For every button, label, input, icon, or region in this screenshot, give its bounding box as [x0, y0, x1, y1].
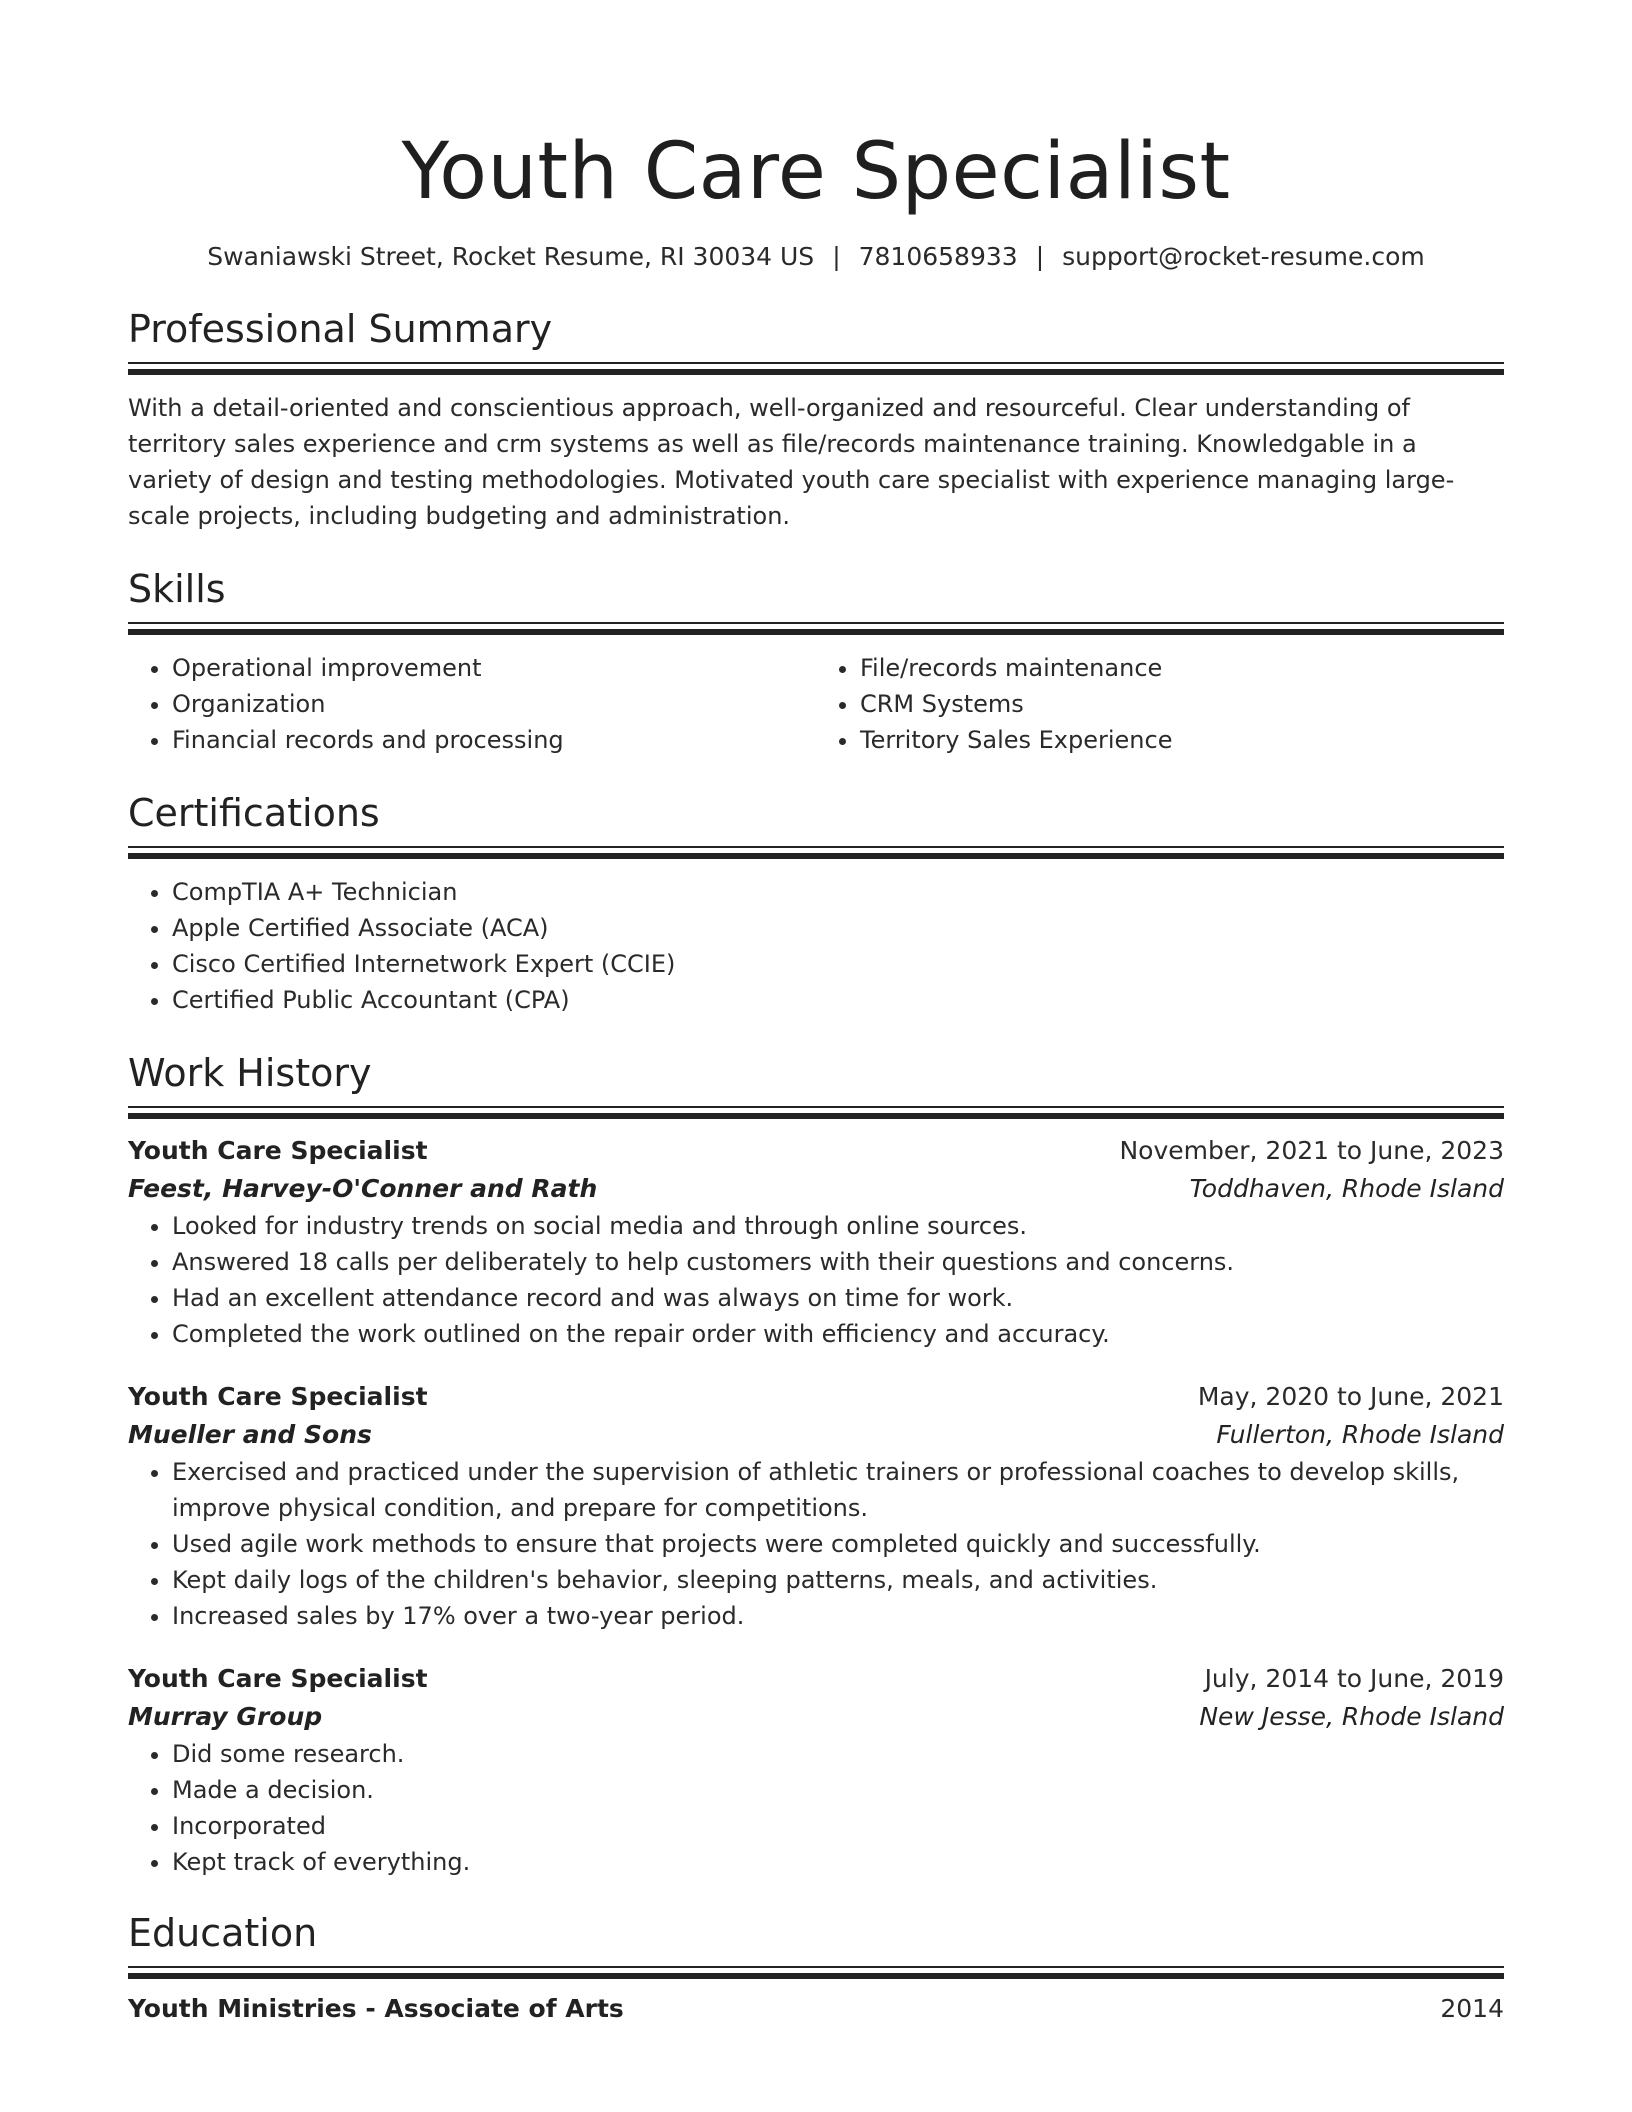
education-year: 2014 — [1440, 1994, 1504, 2023]
skill-item: • File/records maintenance — [860, 650, 1504, 686]
job-title: Youth Care Specialist — [128, 1136, 428, 1165]
skills-section — [128, 564, 1504, 758]
job-location: Fullerton, Rhode Island — [1216, 1420, 1504, 1449]
certifications-section — [128, 788, 1504, 1018]
job-bullet: • Had an excellent attendance record and was always on time for work. — [172, 1280, 1504, 1316]
job-bullets — [128, 1736, 1504, 1880]
job-bullet: • Exercised and practiced under the supervision of athletic trainers or professional coaches to develop skills, improve physical condition, and prepare for competitions. — [172, 1454, 1504, 1526]
section-title-work: Work History — [128, 1051, 372, 1095]
contact-phone: 7810658933 — [858, 242, 1018, 271]
job-bullet: • Used agile work methods to ensure that projects were completed quickly and successfully. — [172, 1526, 1504, 1562]
section-title-certifications: Certifications — [128, 791, 380, 835]
section-title-summary: Professional Summary — [128, 307, 553, 351]
job-entry — [128, 1132, 1504, 1352]
job-location: New Jesse, Rhode Island — [1199, 1702, 1504, 1731]
contact-address: Swaniawski Street, Rocket Resume, RI 30034 US — [207, 242, 815, 271]
section-divider — [128, 622, 1504, 634]
job-header — [128, 1660, 1504, 1698]
job-company: Murray Group — [128, 1702, 323, 1731]
section-title-skills: Skills — [128, 567, 226, 611]
education-degree: Youth Ministries - Associate of Arts — [128, 1994, 624, 2023]
resume-page — [128, 0, 1504, 2028]
certifications-list — [128, 874, 1504, 1018]
job-bullets — [128, 1454, 1504, 1634]
education-section — [128, 1908, 1504, 2028]
job-bullet: • Completed the work outlined on the repair order with efficiency and accuracy. — [172, 1316, 1504, 1352]
job-bullet: • Increased sales by 17% over a two-year period. — [172, 1598, 1504, 1634]
contact-separator: | — [832, 242, 841, 271]
skills-list-right — [816, 650, 1504, 758]
certification-item: • Apple Certified Associate (ACA) — [172, 910, 1504, 946]
education-entry — [128, 1990, 1504, 2028]
skills-list-left — [128, 650, 816, 758]
skills-grid — [128, 650, 1504, 758]
job-bullet: • Looked for industry trends on social media and through online sources. — [172, 1208, 1504, 1244]
section-divider — [128, 1966, 1504, 1978]
job-title: Youth Care Specialist — [128, 1664, 428, 1693]
job-title: Youth Care Specialist — [128, 1382, 428, 1411]
job-bullets — [128, 1208, 1504, 1352]
job-bullet: • Made a decision. — [172, 1772, 1504, 1808]
contact-email: support@rocket-resume.com — [1062, 242, 1425, 271]
section-divider — [128, 846, 1504, 858]
work-history-section — [128, 1048, 1504, 1880]
contact-separator: | — [1035, 242, 1045, 271]
certification-item: • Certified Public Accountant (CPA) — [172, 982, 1504, 1018]
skill-item: • CRM Systems — [860, 686, 1504, 722]
skill-item: • Territory Sales Experience — [860, 722, 1504, 758]
contact-line — [128, 240, 1504, 274]
section-title-education: Education — [128, 1911, 318, 1955]
job-entry — [128, 1660, 1504, 1880]
summary-text: With a detail-oriented and conscientious approach, well-organized and resourceful. Clear understanding of territory sales experience and crm systems as well as file/records maintenance training. Knowledgable in a variety of design and testing methodologies. Motivated youth care specialist with experience managing large-scale projects, including budgeting and administration. — [128, 394, 1455, 530]
job-bullet: • Answered 18 calls per deliberately to help customers with their questions and concerns. — [172, 1244, 1504, 1280]
skill-item: • Financial records and processing — [172, 722, 816, 758]
job-bullet: • Kept daily logs of the children's behavior, sleeping patterns, meals, and activities. — [172, 1562, 1504, 1598]
job-subheader — [128, 1416, 1504, 1454]
summary-section — [128, 304, 1504, 534]
job-subheader — [128, 1698, 1504, 1736]
section-divider — [128, 362, 1504, 374]
skill-item: • Operational improvement — [172, 650, 816, 686]
certification-item: • CompTIA A+ Technician — [172, 874, 1504, 910]
job-bullet: • Incorporated — [172, 1808, 1504, 1844]
job-header — [128, 1378, 1504, 1416]
resume-name: Youth Care Specialist — [401, 127, 1231, 217]
job-dates: July, 2014 to June, 2019 — [1204, 1664, 1504, 1693]
job-dates: May, 2020 to June, 2021 — [1197, 1382, 1504, 1411]
certification-item: • Cisco Certified Internetwork Expert (CCIE) — [172, 946, 1504, 982]
job-subheader — [128, 1170, 1504, 1208]
job-entry — [128, 1378, 1504, 1634]
job-location: Toddhaven, Rhode Island — [1189, 1174, 1504, 1203]
job-bullet: • Kept track of everything. — [172, 1844, 1504, 1880]
section-divider — [128, 1106, 1504, 1118]
job-header — [128, 1132, 1504, 1170]
job-company: Mueller and Sons — [128, 1420, 372, 1449]
skill-item: • Organization — [172, 686, 816, 722]
job-bullet: • Did some research. — [172, 1736, 1504, 1772]
job-company: Feest, Harvey-O'Conner and Rath — [128, 1174, 598, 1203]
job-dates: November, 2021 to June, 2023 — [1119, 1136, 1504, 1165]
